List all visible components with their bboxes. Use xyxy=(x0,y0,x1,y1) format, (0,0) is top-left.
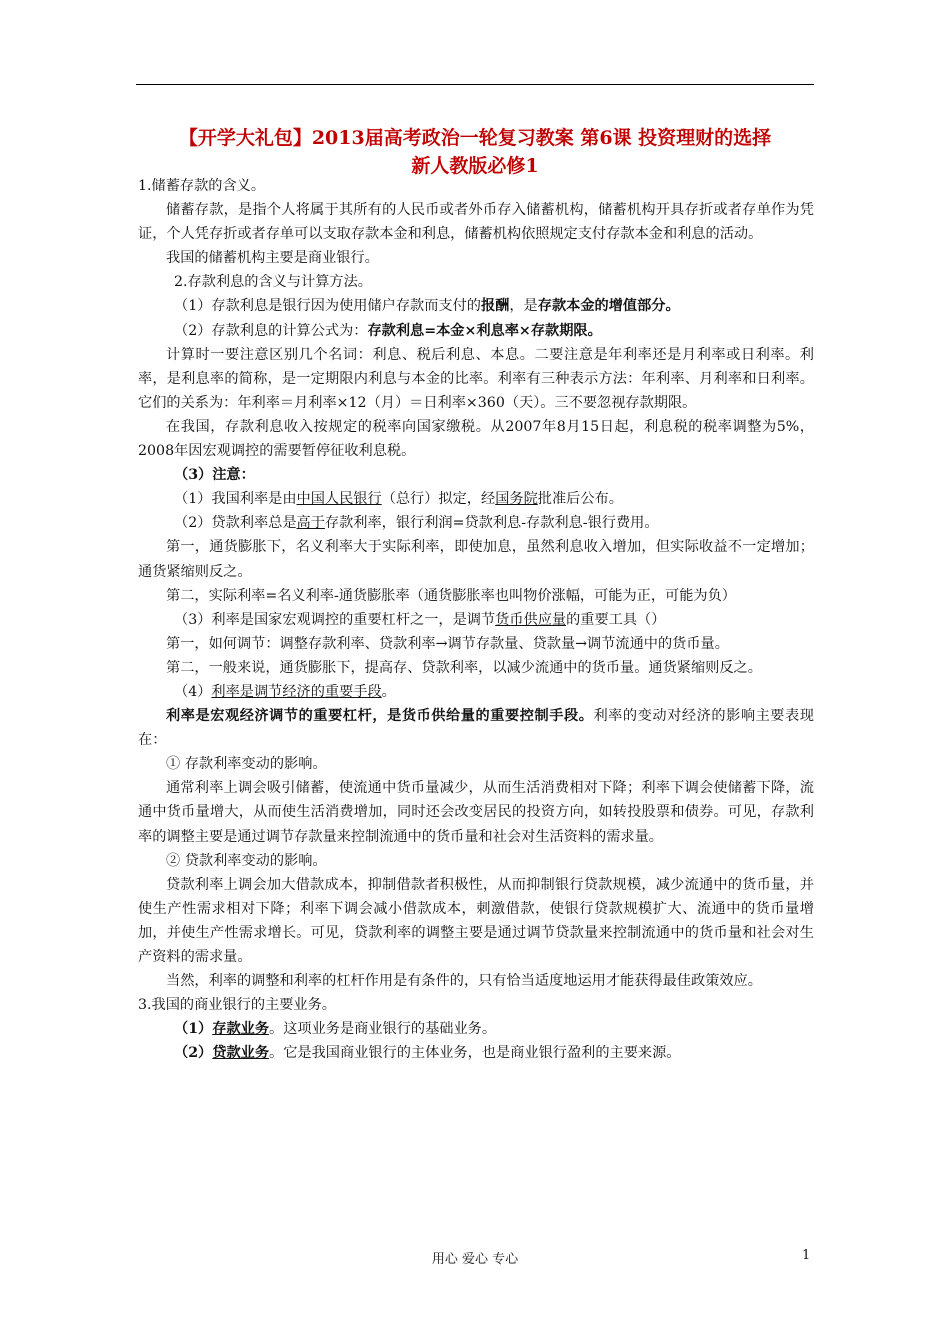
text-run: （3）利率是国家宏观调控的重要杠杆之一，是调节 xyxy=(174,611,496,628)
text-run: 。这项业务是商业银行的基础业务。 xyxy=(269,1021,497,1038)
paragraph xyxy=(138,511,814,535)
paragraph: 通常利率上调会吸引储蓄，使流通中货币量减少，从而生活消费相对下降；利率下调会使储蓄下降，流通中货币量增大，从而使生活消费增加，同时还会改变居民的投资方向，如转投股票和债券。可见，存款利率的调整主要是通过调节存款量来控制流通中的货币量和社会对生活资料的需求量。 xyxy=(138,780,814,845)
text-run: ，是 xyxy=(509,298,538,315)
text-run: 利率的变动对经济的影响主要表现在： xyxy=(138,708,814,749)
paragraph xyxy=(138,294,814,318)
paragraph xyxy=(138,487,814,511)
underlined-term: 贷款业务 xyxy=(212,1045,270,1062)
paragraph: 计算时一要注意区别几个名词：利息、税后利息、本息。二要注意是年利率还是月利率或日利率。利率，是利息率的简称，是一定期限内利息与本金的比率。利率有三种表示方法：年利率、月利率和日利率。它们的关系为：年利率＝月利率×12（月）＝日利率×360（天）。三不要忽视存款期限。 xyxy=(138,346,814,411)
text-run: （2） xyxy=(174,1045,213,1062)
formula: 存款利息=本金×利息率×存款期限。 xyxy=(367,322,602,339)
footer-slogan: 用心 爱心 专心 xyxy=(431,1252,519,1267)
underlined-term: 利率是调节经济的重要手段 xyxy=(211,683,382,700)
title-line-1: 【开学大礼包】2013届高考政治一轮复习教案 第6课 投资理财的选择 xyxy=(178,127,772,149)
paragraph xyxy=(138,1041,814,1065)
text-run: （1）存款利息是银行因为使用储户存款而支付的 xyxy=(174,298,481,315)
paragraph xyxy=(138,680,814,704)
text-run: 批准后公布。 xyxy=(537,491,623,508)
underlined-term: 存款业务 xyxy=(212,1021,270,1038)
text-run: （1）我国利率是由 xyxy=(174,491,297,508)
paragraph xyxy=(138,608,814,632)
text-run: （2）贷款利率总是 xyxy=(174,515,297,532)
text-run: （1） xyxy=(174,1021,213,1038)
page-number: 1 xyxy=(802,1248,811,1263)
paragraph: 当然，利率的调整和利率的杠杆作用是有条件的，只有恰当适度地运用才能获得最佳政策效应。 xyxy=(166,973,762,990)
paragraph: 第一，如何调节：调整存款利率、贷款利率→调节存款量、贷款量→调节流通中的货币量。 xyxy=(166,635,729,652)
paragraph: 在我国，存款利息收入按规定的税率向国家缴税。从2007年8月15日起，利息税的税率调整为5%，2008年因宏观调控的需要暂停征收利息税。 xyxy=(138,418,814,460)
paragraph: 第二，实际利率=名义利率-通货膨胀率（通货膨胀率也叫物价涨幅，可能为正，可能为负） xyxy=(166,587,736,604)
section-3-heading: 3.我国的商业银行的主要业务。 xyxy=(138,997,336,1014)
paragraph: 我国的储蓄机构主要是商业银行。 xyxy=(166,250,379,267)
text-run: 的重要工具（） xyxy=(566,611,666,628)
text-run: 。它是我国商业银行的主体业务，也是商业银行盈利的主要来源。 xyxy=(269,1045,681,1062)
underlined-term: 国务院 xyxy=(495,491,538,508)
paragraph xyxy=(138,704,814,752)
text-run: 存款利率，银行利润=贷款利息-存款利息-银行费用。 xyxy=(324,515,659,532)
subheading: ① 存款利率变动的影响。 xyxy=(166,756,327,773)
paragraph: 贷款利率上调会加大借款成本，抑制借款者积极性，从而抑制银行贷款规模，减少流通中的货币量，并使生产性需求相对下降；利率下调会减小借款成本，刺激借款，使银行贷款规模扩大、流通中的货币量增加，并使生产性需求增长。可见，贷款利率的调整主要是通过调节贷款量来控制流通中的货币量和社会对生产资料的需求量。 xyxy=(138,876,814,965)
paragraph: 储蓄存款，是指个人将属于其所有的人民币或者外币存入储蓄机构，储蓄机构开具存折或者存单作为凭证，个人凭存折或者存单可以支取存款本金和利息，储蓄机构依照规定支付存款本金和利息的活动。 xyxy=(138,202,814,243)
paragraph: 第二，一般来说，通货膨胀下，提高存、贷款利率，以减少流通中的货币量。通货紧缩则反之。 xyxy=(166,659,762,676)
document-body xyxy=(138,174,814,1065)
bold-term: 利率是宏观经济调节的重要杠杆，是货币供给量的重要控制手段。 xyxy=(166,708,594,725)
header-rule xyxy=(136,84,814,85)
bold-term: 存款本金的增值部分。 xyxy=(537,298,680,315)
section-1-heading: 1.储蓄存款的含义。 xyxy=(138,178,266,194)
paragraph: 第一，通货膨胀下，名义利率大于实际利率，即使加息，虽然利息收入增加，但实际收益不一定增加；通货紧缩则反之。 xyxy=(138,539,814,580)
document-title xyxy=(136,124,814,180)
underlined-term: 货币供应量 xyxy=(495,611,567,628)
title-line-2: 新人教版必修1 xyxy=(411,155,539,177)
underlined-term: 中国人民银行 xyxy=(296,491,382,508)
text-run: （4） xyxy=(174,683,212,700)
paragraph xyxy=(138,319,814,343)
section-2-heading: 2.存款利息的含义与计算方法。 xyxy=(174,274,372,291)
bold-term: 报酬 xyxy=(480,298,510,315)
subheading: ② 贷款利率变动的影响。 xyxy=(166,852,327,869)
note-heading: （3）注意： xyxy=(174,467,255,484)
text-run: （总行）拟定，经 xyxy=(381,491,496,508)
text-run: （2）存款利息的计算公式为： xyxy=(174,322,368,339)
underlined-term: 高于 xyxy=(296,515,325,532)
text-run: 。 xyxy=(381,683,396,700)
paragraph xyxy=(138,1017,814,1041)
